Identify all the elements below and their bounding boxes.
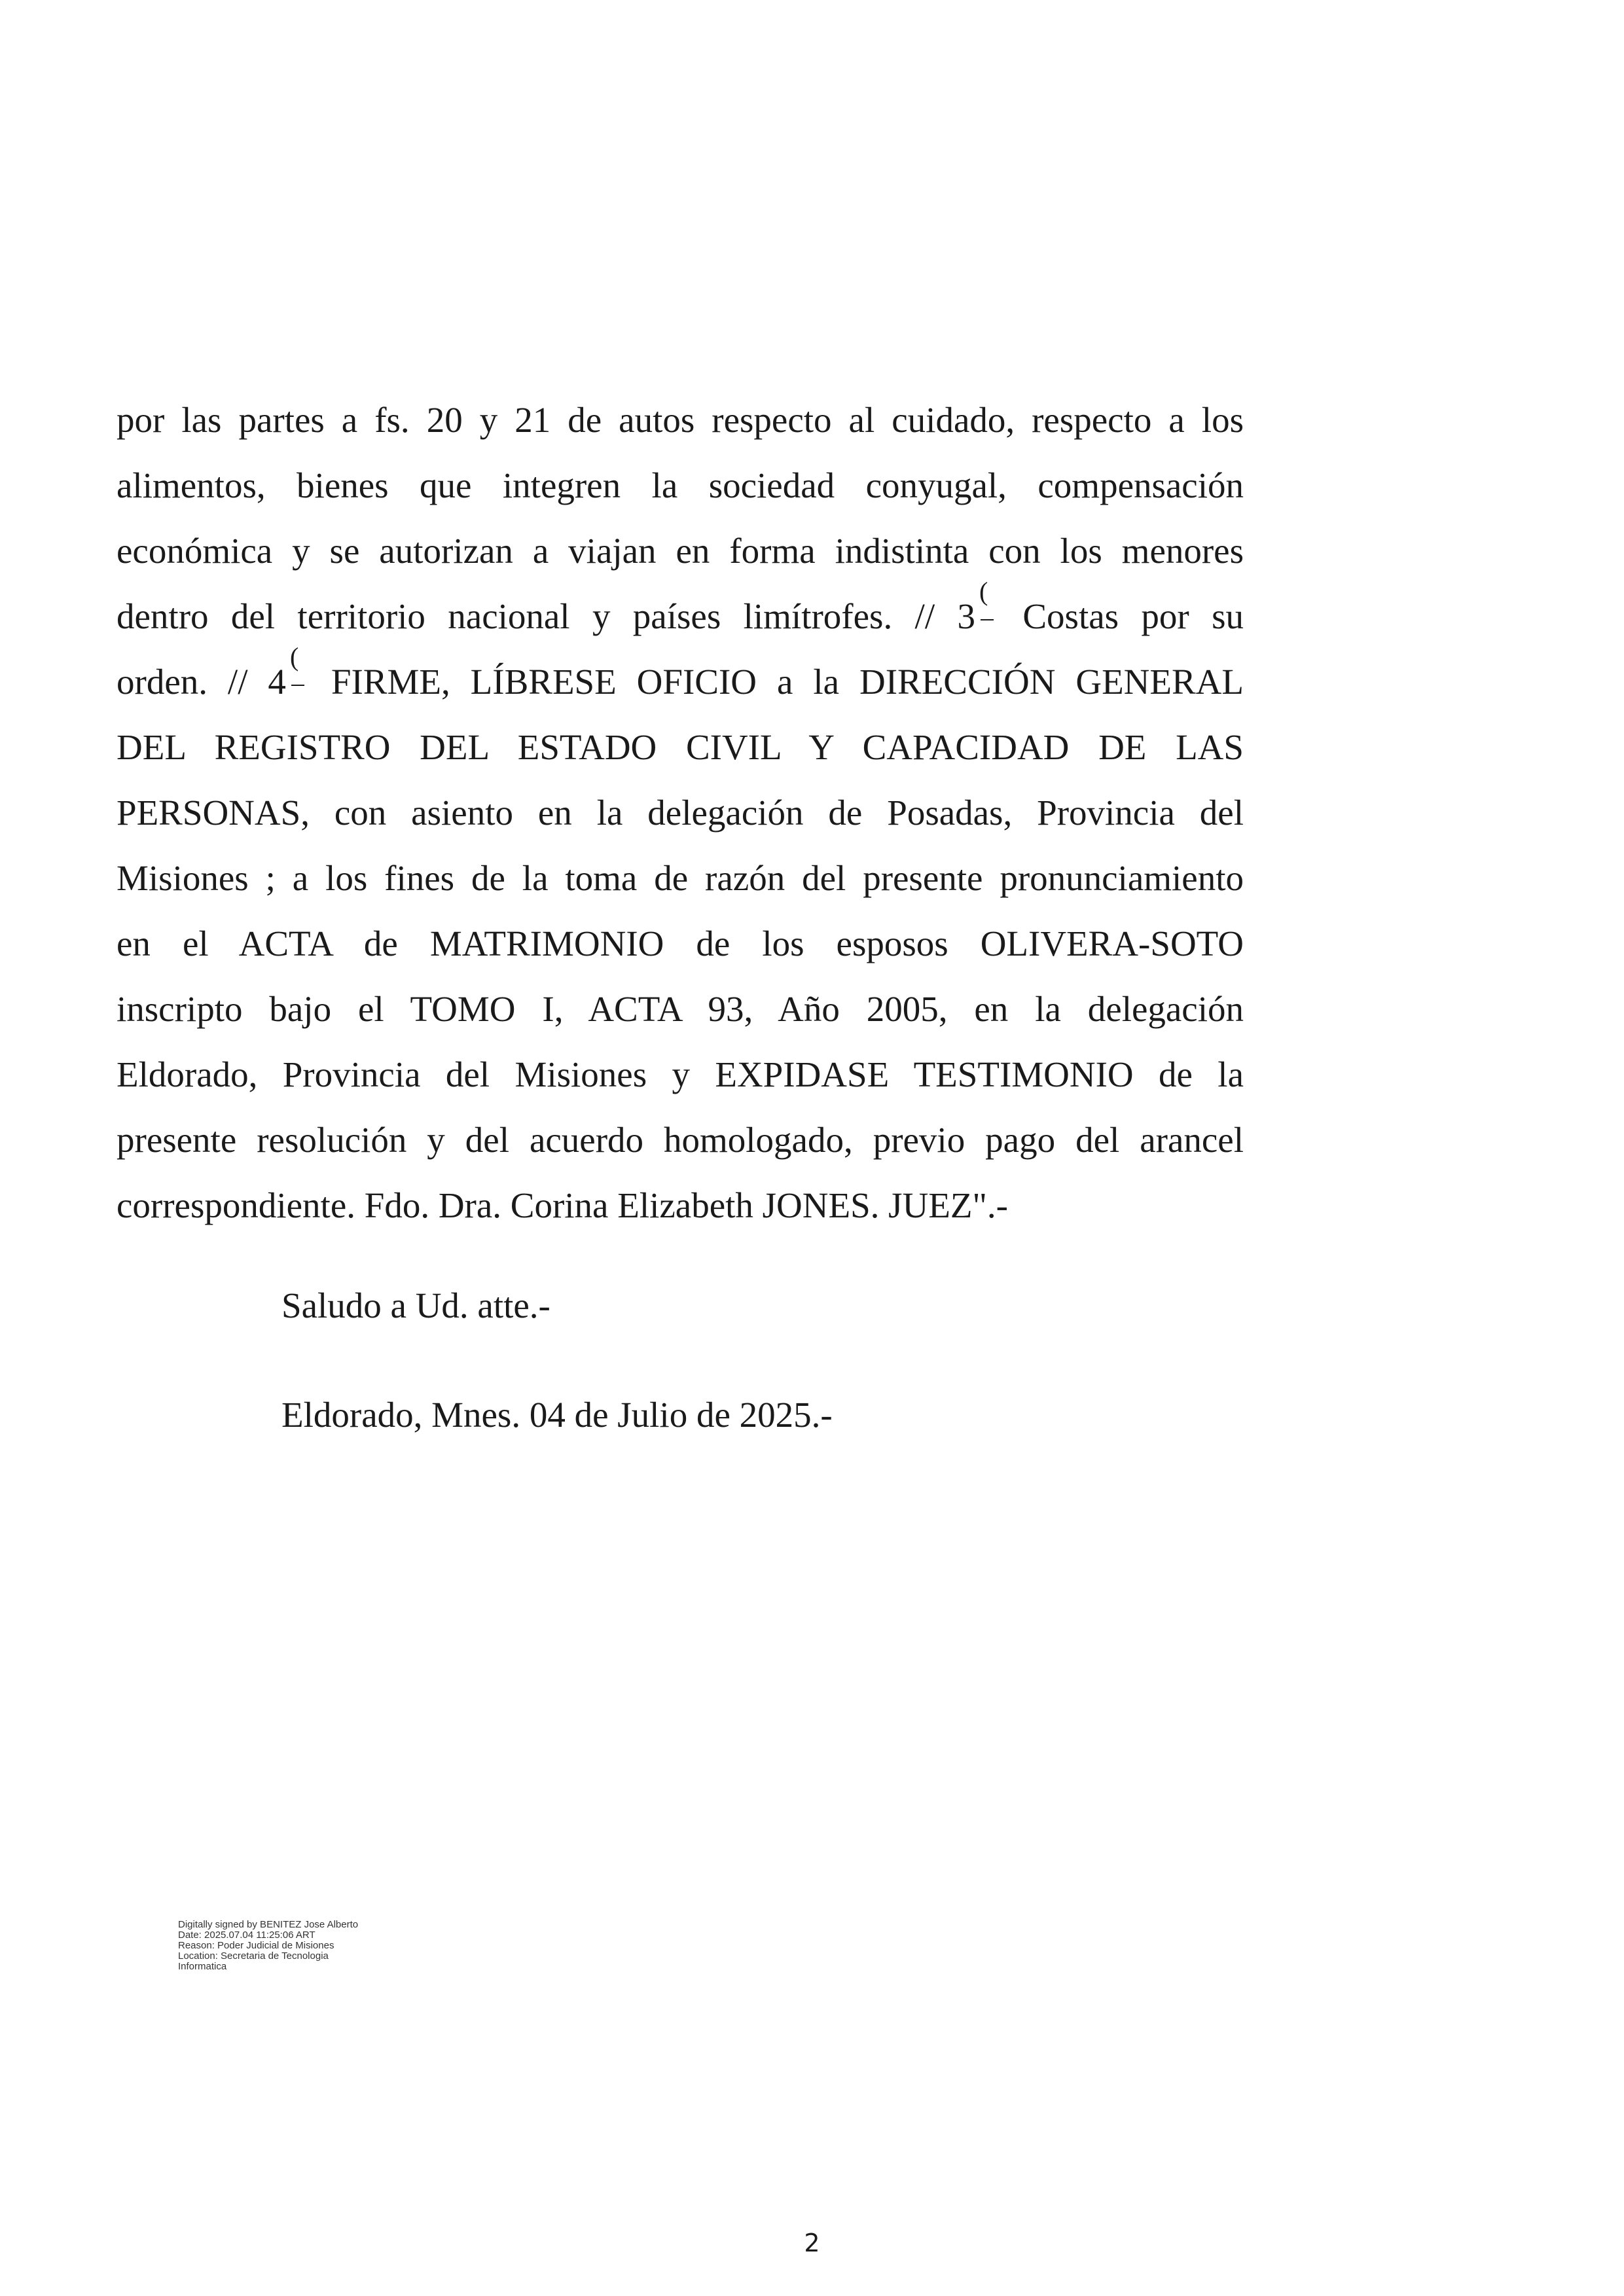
text-line-11: Eldorado, Provincia del Misiones y EXPIDASE TESTIMONIO de la [117,1054,1244,1094]
text-line-1: por las partes a fs. 20 y 21 de autos respecto al cuidado, respecto a los [117,400,1244,440]
text-line-5-end: FIRME, LÍBRESE OFICIO a la DIRECCIÓN GENERAL [331,662,1244,702]
signature-signer: Digitally signed by BENITEZ Jose Alberto [178,1919,359,1930]
text-line-6: DEL REGISTRO DEL ESTADO CIVIL Y CAPACIDAD DE LAS [117,727,1244,767]
text-line-8: Misiones ; a los fines de la toma de razón del presente pronunciamiento [117,858,1244,898]
page-number: 2 [804,2229,820,2257]
digital-signature-block [178,1920,453,1972]
closing-greeting: Saludo a Ud. atte.- [281,1285,550,1325]
text-line-10: inscripto bajo el TOMO I, ACTA 93, Año 2005, en la delegación [117,989,1244,1029]
resolution-text [117,387,1244,1238]
text-line-9: en el ACTA de MATRIMONIO de los esposos OLIVERA-SOTO [117,924,1244,963]
text-line-7: PERSONAS, con asiento en la delegación de Posadas, Provincia del [117,793,1244,833]
signature-reason: Reason: Poder Judicial de Misiones [178,1940,334,1951]
text-line-5-start: orden. // 4 [117,662,286,702]
ordinal-mark-3: ( [978,584,1000,620]
text-line-2: alimentos, bienes que integren la sociedad conyugal, compensación [117,465,1244,505]
signature-date: Date: 2025.07.04 11:25:06 ART [178,1929,316,1941]
signature-location-cont: Informatica [178,1961,227,1972]
text-line-13: correspondiente. Fdo. Dra. Corina Elizabeth JONES. JUEZ".- [117,1185,1009,1225]
closing-place-date: Eldorado, Mnes. 04 de Julio de 2025.- [281,1395,833,1435]
text-line-5 [117,642,1244,715]
text-line-4 [117,577,1244,649]
text-line-4-start: dentro del territorio nacional y países limítrofes. // 3 [117,596,975,636]
text-line-3: económica y se autorizan a viajan en forma indistinta con los menores [117,531,1244,571]
text-line-12: presente resolución y del acuerdo homologado, previo pago del arancel [117,1120,1244,1160]
signature-location: Location: Secretaria de Tecnologia [178,1950,329,1962]
text-line-4-end: Costas por su [1022,596,1244,636]
ordinal-mark-4: ( [289,649,311,686]
